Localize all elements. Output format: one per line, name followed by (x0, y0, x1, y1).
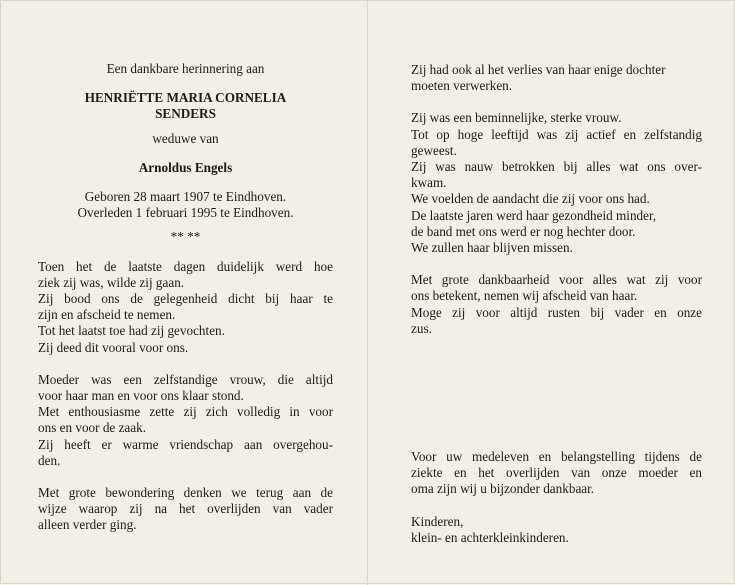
text-line: wijze waarop zij na het overlijden van vader (38, 501, 333, 517)
left-paragraph-2 (38, 372, 333, 469)
text-line: Zij had ook al het verlies van haar enige dochter (411, 62, 666, 77)
separator-stars: ** ** (170, 229, 201, 245)
text-line: ziekte en het overlijden van onze moeder en (411, 465, 702, 481)
text-line: den. (38, 452, 61, 468)
deceased-name-line1: HENRIËTTE MARIA CORNELIA (84, 90, 287, 106)
text-line: voor haar man en voor ons klaar stond. (38, 388, 244, 404)
text-line: Kinderen, (411, 513, 464, 529)
text-line: oma zijn wij u bijzonder dankbaar. (411, 481, 595, 497)
text-line: Zij was een beminnelijke, sterke vrouw. (411, 110, 622, 126)
left-paragraph-1 (38, 259, 333, 356)
birth-line: Geboren 28 maart 1907 te Eindhoven. (84, 189, 287, 205)
text-line: Zij deed dit vooral voor ons. (38, 339, 189, 355)
widow-of-text: weduwe van (152, 130, 219, 146)
left-panel (38, 61, 333, 534)
right-paragraph-3 (411, 272, 702, 337)
text-line: De laatste jaren werd haar gezondheid minder, (411, 207, 657, 223)
text-line: ons en voor de zaak. (38, 420, 147, 436)
text-line: We zullen haar blijven missen. (411, 240, 573, 256)
text-line: Toen het de laatste dagen duidelijk werd hoe (38, 258, 333, 274)
text-line: ons betekent, nemen wij afscheid van haar. (411, 288, 638, 304)
text-line: Moeder was een zelfstandige vrouw, die altijd (38, 371, 333, 387)
text-line: alleen verder ging. (38, 517, 137, 533)
right-panel (411, 62, 702, 546)
text-line: Zij heeft er warme vriendschap aan overgehou- (38, 436, 333, 452)
left-paragraph-3 (38, 485, 333, 534)
text-line: klein- en achterkleinkinderen. (411, 529, 569, 545)
right-paragraph-4 (411, 449, 702, 498)
intro-text: Een dankbare herinnering aan (106, 61, 265, 76)
text-line: Zij was nauw betrokken bij alles wat ons over- (411, 159, 702, 175)
text-line: geweest. (411, 142, 457, 158)
text-line: kwam. (411, 175, 447, 191)
text-line: zijn en afscheid te nemen. (38, 307, 176, 323)
text-line: Met grote dankbaarheid voor alles wat zij voor (411, 272, 702, 288)
signoff (411, 514, 702, 546)
text-line: Met enthousiasme zette zij zich volledig in voor (38, 404, 333, 420)
right-paragraph-2 (411, 110, 702, 256)
text-line: Voor uw medeleven en belangstelling tijdens de (411, 449, 702, 465)
husband-name: Arnoldus Engels (138, 159, 233, 175)
text-line: Tot het laatst toe had zij gevochten. (38, 323, 225, 339)
text-line: Moge zij voor altijd rusten bij vader en onze (411, 304, 702, 320)
text-line: Zij bood ons de gelegenheid dicht bij haar te (38, 291, 333, 307)
text-line: Tot op hoge leeftijd was zij actief en zelfstandig (411, 126, 702, 142)
deceased-name-line2: SENDERS (155, 106, 216, 122)
text-line: We voelden de aandacht die zij voor ons had. (411, 191, 650, 207)
text-line: ziek zij was, wilde zij gaan. (38, 274, 185, 290)
fold-line (367, 1, 368, 585)
text-line: zus. (411, 320, 432, 336)
death-line: Overleden 1 februari 1995 te Eindhoven. (77, 205, 294, 221)
text-line: de band met ons werd er nog hechter door. (411, 223, 636, 239)
text-line: moeten verwerken. (411, 78, 513, 94)
right-paragraph-1 (411, 62, 702, 94)
text-line: Met grote bewondering denken we terug aan de (38, 485, 333, 501)
